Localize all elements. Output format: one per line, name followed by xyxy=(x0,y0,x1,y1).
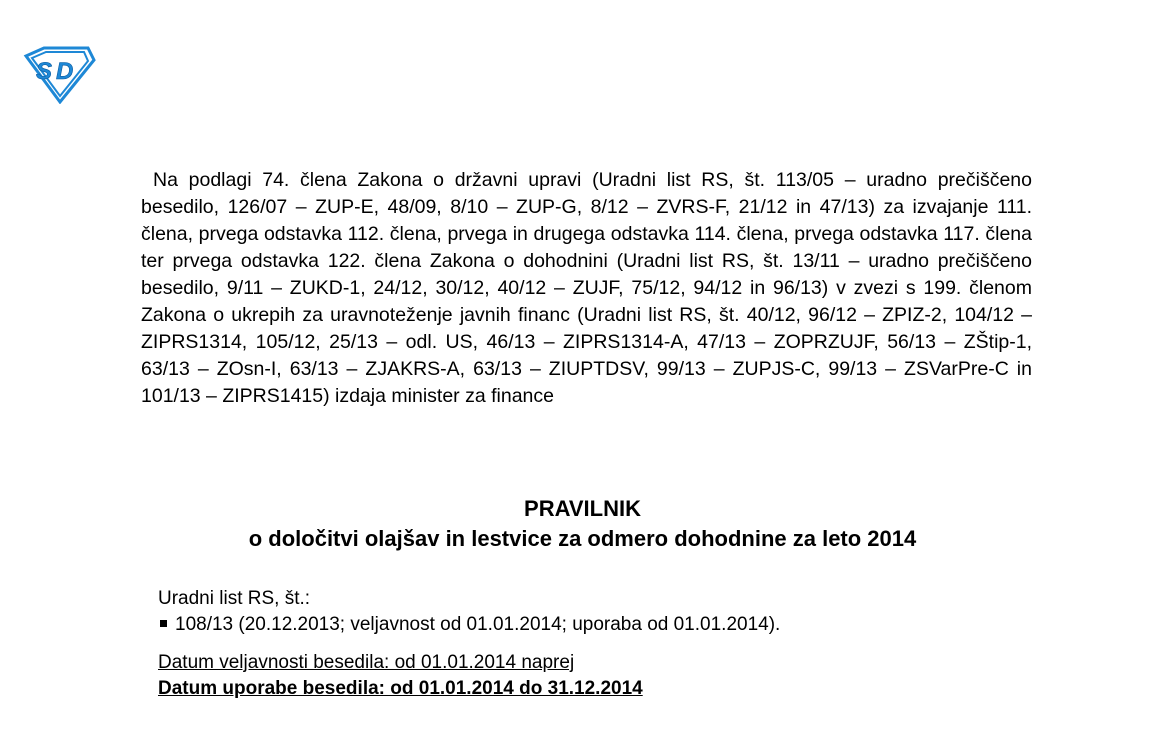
intro-paragraph: Na podlagi 74. člena Zakona o državni upravi (Uradni list RS, št. 113/05 – uradno prečiščeno besedilo, 126/07 – ZUP-E, 48/09, 8/10 – ZUP-G, 8/12 – ZVRS-F, 21/12 in 47/13) za izvajanje 111. člena, prvega odstavka 112. člena, prvega in drugega odstavka 114. člena, prvega odstavka 117. člena ter prvega odstavka 122. člena Zakona o dohodnini (Uradni list RS, št. 13/11 – uradno prečiščeno besedilo, 9/11 – ZUKD-1, 24/12, 30/12, 40/12 – ZUJF, 75/12, 94/12 in 96/13) v zvezi s 199. členom Zakona o ukrepih za uravnoteženje javnih financ (Uradni list RS, št. 40/12, 96/12 – ZPIZ-2, 104/12 – ZIPRS1314, 105/12, 25/13 – odl. US, 46/13 – ZIPRS1314-A, 47/13 – ZOPRZUJF, 56/13 – ZŠtip-1, 63/13 – ZOsn-I, 63/13 – ZJAKRS-A, 63/13 – ZIUPTDSV, 99/13 – ZUPJS-C, 99/13 – ZSVarPre-C in 101/13 – ZIPRS1415) izdaja minister za finance xyxy=(141,169,1032,407)
gazette-reference xyxy=(158,586,780,638)
title-line-2: o določitvi olajšav in lestvice za odmero dohodnine za leto 2014 xyxy=(248,526,917,551)
title-line-1: PRAVILNIK xyxy=(524,496,641,521)
validity-date: Datum veljavnosti besedila: od 01.01.2014 naprej xyxy=(158,652,575,673)
dates-block xyxy=(158,650,643,702)
application-date: Datum uporabe besedila: od 01.01.2014 do 31.12.2014 xyxy=(158,678,643,699)
sd-shield-logo-icon xyxy=(22,46,96,104)
bullet-icon xyxy=(160,620,167,627)
gazette-entry-row xyxy=(158,612,780,638)
svg-text:D: D xyxy=(56,58,74,85)
svg-text:S: S xyxy=(36,58,53,85)
gazette-entry: 108/13 (20.12.2013; veljavnost od 01.01.2014; uporaba od 01.01.2014). xyxy=(175,614,781,635)
document-title xyxy=(141,494,1152,554)
gazette-label: Uradni list RS, št.: xyxy=(158,588,311,609)
